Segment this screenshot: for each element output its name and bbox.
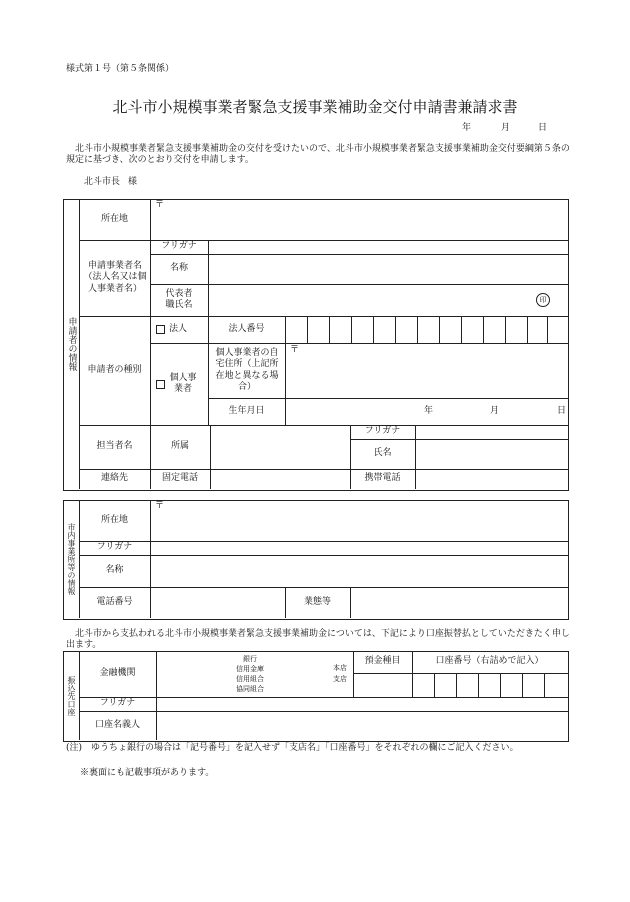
office-postal-mark: 〒: [155, 501, 165, 511]
industry-field[interactable]: [352, 589, 564, 616]
affiliation-label: 所属: [170, 441, 189, 452]
branch-name-field[interactable]: [270, 653, 330, 695]
landline-field[interactable]: [212, 470, 348, 488]
furigana-label: フリガナ: [161, 241, 197, 252]
office-furigana-field[interactable]: [152, 542, 564, 554]
applicant-type-label: 申請者の種別: [87, 364, 142, 375]
contact-label: 連絡先: [100, 473, 128, 484]
corporation-checkbox[interactable]: [156, 325, 165, 334]
birth-month-label: 月: [490, 405, 500, 416]
form-number-label: 様式第１号（第５条関係）: [66, 64, 175, 74]
representative-label: 代表者職氏名: [165, 288, 193, 310]
account-holder-field[interactable]: [158, 713, 564, 738]
contact-person-label: 担当者名: [96, 441, 133, 452]
account-number-field[interactable]: [414, 675, 566, 695]
holder-furigana-field[interactable]: [158, 698, 564, 710]
holder-furigana-label: フリガナ: [99, 698, 136, 709]
mobile-label: 携帯電話: [364, 473, 401, 484]
applicant-name-label: 申請事業者名（法人名又は個人事業者名）: [83, 261, 147, 294]
addressee-suffix: 様: [128, 177, 138, 187]
bank-type-shinkumi: 信用組合: [236, 675, 264, 683]
office-name-label: 名称: [105, 565, 124, 576]
branch-type-branch: 支店: [333, 675, 347, 683]
furigana-field[interactable]: [210, 241, 566, 253]
office-phone-field[interactable]: [152, 589, 282, 616]
yucho-note: (注) ゆうちょ銀行の場合は「記号番号」を記入せず「支店名」「口座番号」をそれぞれの欄にご記入ください。: [66, 743, 519, 753]
representative-field[interactable]: [210, 286, 530, 314]
company-name-field[interactable]: [210, 256, 566, 282]
payment-intro-text: 北斗市から支払われる北斗市小規模事業者緊急支援事業補助金については、下記により口座振替払としていただきたく申し出ます。: [66, 629, 570, 651]
deposit-type-field[interactable]: [355, 675, 410, 695]
corporate-number-label: 法人番号: [228, 323, 265, 334]
reverse-side-note: ※裏面にも記載事項があります。: [80, 768, 215, 778]
individual-label: 個人事業者: [169, 372, 197, 394]
birth-day-label: 日: [557, 405, 567, 416]
mobile-field[interactable]: [417, 470, 565, 488]
addressee-name: 北斗市長: [84, 177, 121, 187]
office-furigana-label: フリガナ: [96, 542, 133, 553]
office-section-label: 市内事業所等の情報: [67, 523, 76, 595]
address-label: 所在地: [100, 213, 128, 224]
contact-furigana-label: フリガナ: [364, 426, 401, 437]
office-name-field[interactable]: [152, 557, 564, 585]
date-day: 日: [538, 123, 548, 133]
financial-institution-label: 金融機関: [99, 668, 136, 679]
office-phone-label: 電話番号: [96, 596, 133, 607]
industry-label: 業態等: [303, 596, 331, 607]
office-address-label: 所在地: [100, 514, 128, 525]
bank-section-label: 振込先口座: [67, 675, 76, 716]
seal-mark-icon: 印: [536, 293, 550, 307]
date-year: 年: [462, 123, 472, 133]
person-name-field[interactable]: [417, 441, 565, 467]
branch-type-main: 本店: [333, 664, 347, 672]
bank-type-shinkin: 信用金庫: [236, 665, 264, 673]
company-name-label: 名称: [169, 263, 188, 274]
birth-date-label: 生年月日: [228, 405, 265, 416]
affiliation-field[interactable]: [212, 427, 348, 467]
individual-postal-mark: 〒: [290, 345, 300, 355]
person-name-label: 氏名: [373, 448, 392, 459]
office-address-field[interactable]: [160, 513, 560, 539]
page-title: 北斗市小規模事業者緊急支援事業補助金交付申請書兼請求書: [112, 98, 518, 116]
postal-mark: 〒: [155, 200, 165, 210]
individual-address-field[interactable]: [295, 357, 563, 395]
birth-year-label: 年: [424, 405, 434, 416]
deposit-type-label: 預金種目: [364, 656, 401, 667]
address-field[interactable]: [160, 212, 560, 238]
bank-type-bank: 銀行: [243, 655, 257, 663]
corporation-label: 法人: [169, 323, 188, 334]
bank-name-field[interactable]: [158, 653, 230, 695]
bank-type-kyodo: 協同組合: [236, 685, 264, 693]
account-holder-label: 口座名義人: [94, 719, 140, 730]
individual-address-label: 個人事業者の自宅住所（上記所在地と異なる場合）: [215, 348, 279, 392]
account-number-label: 口座番号（右詰めで記入）: [435, 656, 544, 667]
landline-label: 固定電話: [161, 473, 198, 484]
individual-checkbox[interactable]: [156, 380, 165, 389]
applicant-section-label: 申請者の情報: [66, 317, 77, 371]
intro-text: 北斗市小規模事業者緊急支援事業補助金の交付を受けたいので、北斗市小規模事業者緊急支援事業補助金交付要綱第５条の規定に基づき、次のとおり交付を申請します。: [66, 144, 570, 166]
date-month: 月: [501, 123, 511, 133]
